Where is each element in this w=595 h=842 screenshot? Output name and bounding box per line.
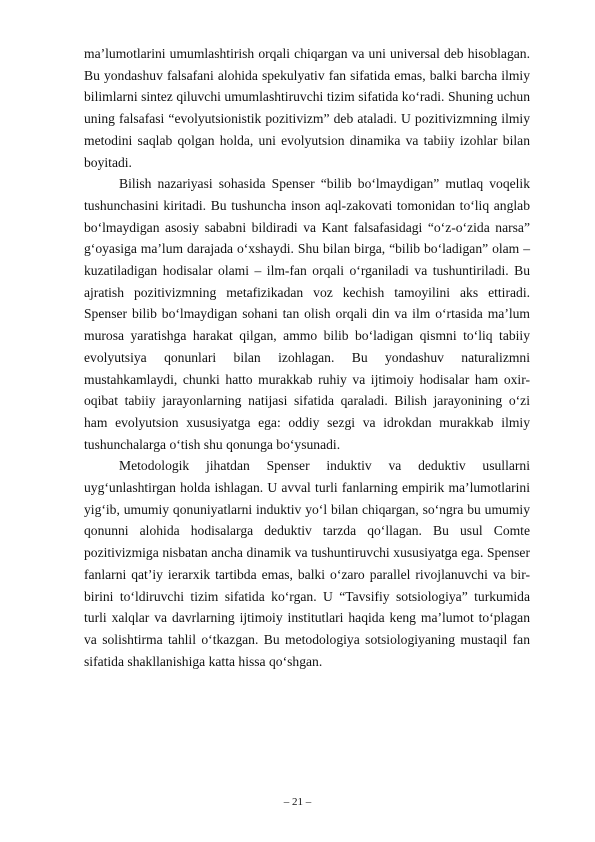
paragraph-1: ma’lumotlarini umumlashtirish orqali chiqargan va uni universal deb hisoblagan. Bu yondashuv falsafani alohida spekulyativ fan sifatida emas, balki barcha ilmiy bilimlarni sintez qiluvchi umumlashtiruvchi tizim sifatida ko‘radi. Shuning uchun uning falsafasi “evolyutsionistik pozitivizm” deb ataladi. U pozitivizmning ilmiy metodini saqlab qolgan holda, uni evolyutsion dinamika va tabiiy izohlar bilan boyitadi. [84,46,530,170]
body-text [84,43,530,672]
page-number: – 21 – [283,796,312,808]
paragraph-3: Metodologik jihatdan Spenser induktiv va deduktiv usullarni uyg‘unlashtirgan holda ishlagan. U avval turli fanlarning empirik ma’lumotlarini yig‘ib, umumiy qonuniyatlarni induktiv yo‘l bilan chiqargan, so‘ngra bu umumiy qonunni alohida hodisalarga deduktiv tarzda qo‘llagan. Bu usul Comte pozitivizmiga nisbatan ancha dinamik va tushuntiruvchi xususiyatga ega. Spenser fanlarni qat’iy ierarxik tartibda emas, balki o‘zaro parallel rivojlanuvchi va bir-birini to‘ldiruvchi tizim sifatida ko‘rgan. U “Tavsifiy sotsiologiya” turkumida turli xalqlar va davrlarning ijtimoiy institutlari haqida keng ma’lumot to‘plagan va solishtirma tahlil o‘tkazgan. Bu metodologiya sotsiologiyaning mustaqil fan sifatida shakllanishiga katta hissa qo‘shgan. [84,458,530,669]
paragraph-2: Bilish nazariyasi sohasida Spenser “bilib bo‘lmaydigan” mutlaq voqelik tushunchasini kiritadi. Bu tushuncha inson aql-zakovati tomonidan to‘liq anglab bo‘lmaydigan asosiy sababni bildiradi va Kant falsafasidagi “o‘z-o‘zida narsa” g‘oyasiga ma’lum darajada o‘xshaydi. Shu bilan birga, “bilib bo‘ladigan” olam – kuzatiladigan hodisalar olami – ilm-fan orqali o‘rganiladi va tushuntiriladi. Bu ajratish pozitivizmning metafizikadan voz kechish tamoyilini aks ettiradi. Spenser bilib bo‘lmaydigan sohani tan olish orqali din va ilm o‘rtasida ma’lum murosa yaratishga harakat qilgan, ammo bilib bo‘ladigan qismni to‘liq tabiiy evolyutsiya qonunlari bilan izohlagan. Bu yondashuv naturalizmni mustahkamlaydi, chunki hatto murakkab ruhiy va ijtimoiy hodisalar ham oxir-oqibat tabiiy jarayonlarning natijasi sifatida qaraladi. Bilish jarayonining o‘zi ham evolyutsion xususiyatga ega: oddiy sezgi va idrokdan murakkab ilmiy tushunchalarga o‘tish shu qonunga bo‘ysunadi. [84,176,530,452]
